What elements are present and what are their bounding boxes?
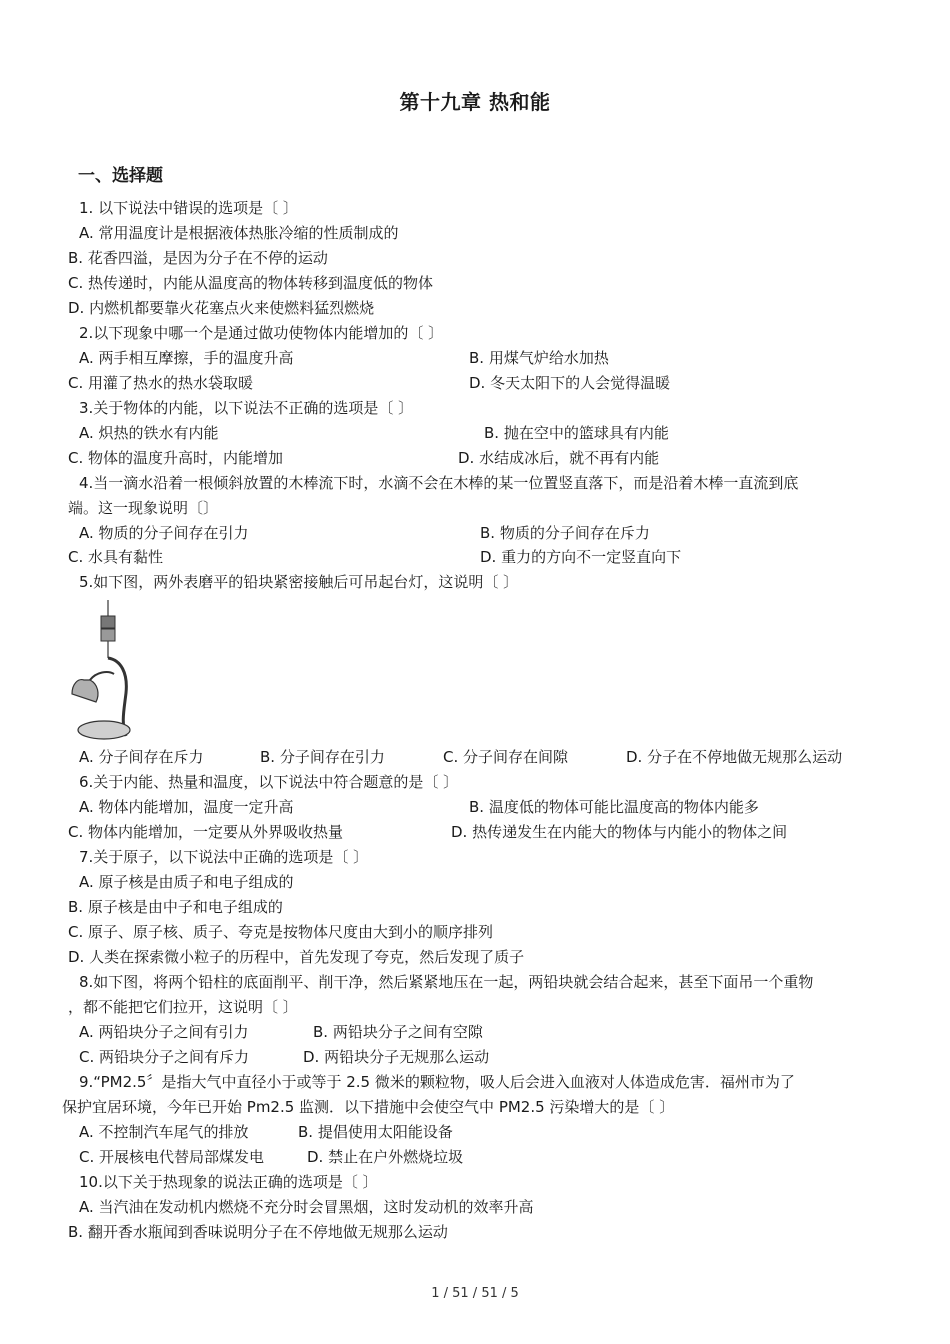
question-7-option-c: C. 原子、原子核、质子、夸克是按物体尺度由大到小的顺序排列 (68, 923, 494, 941)
question-8-option-d: D. 两铅块分子无规那么运动 (303, 1048, 490, 1066)
question-8-stem-line-2: ，都不能把它们拉开，这说明〔 〕 (68, 998, 298, 1016)
question-5-option-b: B. 分子间存在引力 (260, 748, 385, 766)
page-title: 第十九章 热和能 (399, 90, 551, 114)
question-2-option-c: C. 用灌了热水的热水袋取暖 (68, 374, 254, 392)
question-2-stem: 2.以下现象中哪一个是通过做功使物体内能增加的〔 〕 (79, 324, 444, 342)
question-9-option-b: B. 提倡使用太阳能设备 (298, 1123, 453, 1141)
question-4-option-d: D. 重力的方向不一定竖直向下 (480, 548, 682, 566)
question-10-option-a: A. 当汽油在发动机内燃烧不充分时会冒黑烟，这时发动机的效率升高 (79, 1198, 534, 1216)
question-2-option-a: A. 两手相互摩擦，手的温度升高 (79, 349, 294, 367)
question-6-stem: 6.关于内能、热量和温度，以下说法中符合题意的是〔 〕 (79, 773, 459, 791)
question-9-option-a: A. 不控制汽车尾气的排放 (79, 1123, 249, 1141)
question-5-option-c: C. 分子间存在间隙 (443, 748, 569, 766)
question-5-option-d: D. 分子在不停地做无规那么运动 (626, 748, 843, 766)
question-8-option-a: A. 两铅块分子之间有引力 (79, 1023, 249, 1041)
question-10-option-b: B. 翻开香水瓶闻到香味说明分子在不停地做无规那么运动 (68, 1223, 448, 1241)
question-7-option-b: B. 原子核是由中子和电子组成的 (68, 898, 283, 916)
question-3-option-d: D. 水结成冰后，就不再有内能 (458, 449, 660, 467)
question-5-option-a: A. 分子间存在斥力 (79, 748, 204, 766)
question-6-option-b: B. 温度低的物体可能比温度高的物体内能多 (469, 798, 759, 816)
question-9-option-d: D. 禁止在户外燃烧垃圾 (307, 1148, 464, 1166)
question-6-option-c: C. 物体内能增加，一定要从外界吸收热量 (68, 823, 344, 841)
question-2-option-d: D. 冬天太阳下的人会觉得温暖 (469, 374, 671, 392)
question-1-option-a: A. 常用温度计是根据液体热胀冷缩的性质制成的 (79, 224, 399, 242)
question-1-option-b: B. 花香四溢，是因为分子在不停的运动 (68, 249, 328, 267)
question-9-stem-line-2: 保护宜居环境，今年已开始 Pm2.5 监测．以下措施中会使空气中 PM2.5 污染增大的是〔 〕 (62, 1098, 675, 1116)
question-4-option-b: B. 物质的分子间存在斥力 (480, 524, 650, 542)
question-1-option-d: D. 内燃机都要靠火花塞点火来使燃料猛烈燃烧 (68, 299, 375, 317)
question-7-option-a: A. 原子核是由质子和电子组成的 (79, 873, 294, 891)
question-7-stem: 7.关于原子，以下说法中正确的选项是〔 〕 (79, 848, 369, 866)
section-heading: 一、选择题 (78, 166, 163, 186)
question-8-option-c: C. 两铅块分子之间有斥力 (79, 1048, 250, 1066)
question-3-option-b: B. 抛在空中的篮球具有内能 (484, 424, 669, 442)
question-4-option-a: A. 物质的分子间存在引力 (79, 524, 249, 542)
question-6-option-d: D. 热传递发生在内能大的物体与内能小的物体之间 (451, 823, 788, 841)
question-10-stem: 10.以下关于热现象的说法正确的选项是〔 〕 (79, 1173, 378, 1191)
question-9-stem-line-1: 9.“PM2.5〞是指大气中直径小于或等于 2.5 微米的颗粒物，吸人后会进入血液对人体造成危害．福州市为了 (79, 1073, 795, 1091)
question-8-stem-line-1: 8.如下图，将两个铅柱的底面削平、削干净，然后紧紧地压在一起，两铅块就会结合起来，甚至下面吊一个重物 (79, 973, 814, 991)
question-3-option-a: A. 炽热的铁水有内能 (79, 424, 219, 442)
question-6-option-a: A. 物体内能增加，温度一定升高 (79, 798, 294, 816)
question-2-option-b: B. 用煤气炉给水加热 (469, 349, 609, 367)
question-7-option-d: D. 人类在探索微小粒子的历程中，首先发现了夸克，然后发现了质子 (68, 948, 525, 966)
question-8-option-b: B. 两铅块分子之间有空隙 (313, 1023, 483, 1041)
lead-blocks-lamp-figure (66, 598, 136, 744)
page-number: 1 / 51 / 51 / 5 (431, 1286, 519, 1301)
question-3-stem: 3.关于物体的内能，以下说法不正确的选项是〔 〕 (79, 399, 414, 417)
question-4-option-c: C. 水具有黏性 (68, 548, 164, 566)
question-3-option-c: C. 物体的温度升高时，内能增加 (68, 449, 284, 467)
question-4-stem-line-2: 端。这一现象说明〔〕 (68, 499, 219, 517)
question-4-stem-line-1: 4.当一滴水沿着一根倾斜放置的木棒流下时，水滴不会在木棒的某一位置竖直落下，而是沿着木棒一直流到底 (79, 474, 799, 492)
question-5-stem: 5.如下图，两外表磨平的铅块紧密接触后可吊起台灯，这说明〔 〕 (79, 573, 519, 591)
question-9-option-c: C. 开展核电代替局部煤发电 (79, 1148, 265, 1166)
question-1-stem: 1. 以下说法中错误的选项是〔 〕 (79, 199, 298, 217)
question-1-option-c: C. 热传递时，内能从温度高的物体转移到温度低的物体 (68, 274, 434, 292)
